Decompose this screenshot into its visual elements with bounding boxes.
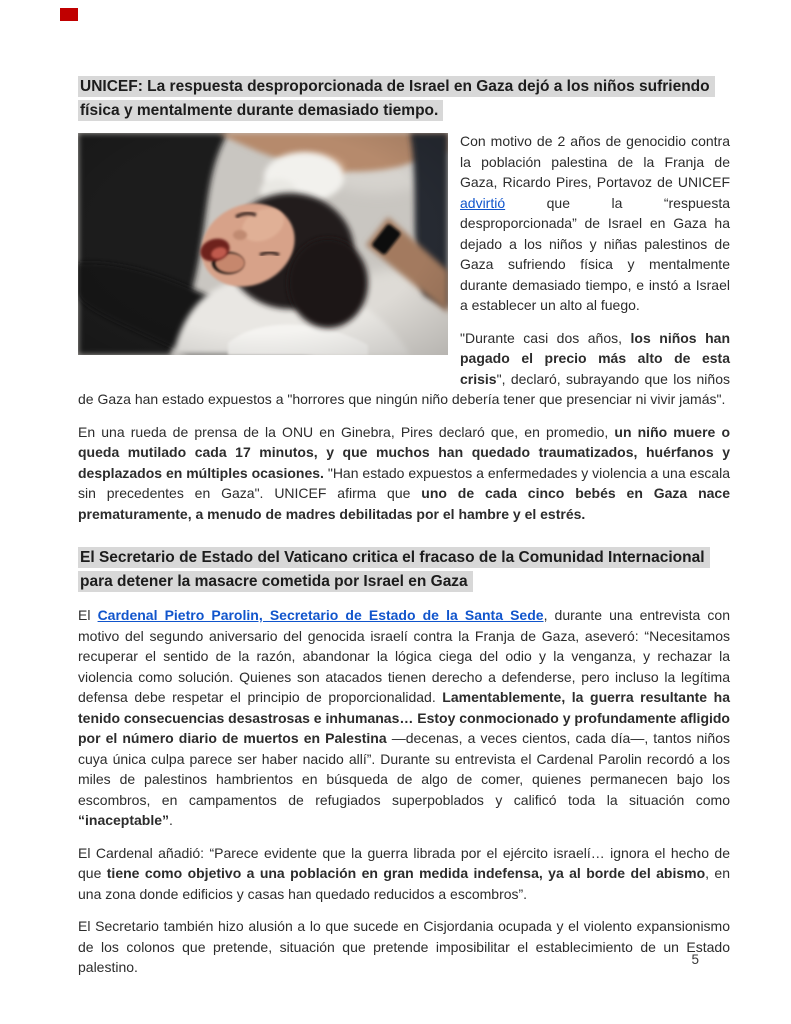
text-link[interactable]: advirtió	[460, 194, 506, 211]
text-run: , durante una entrevista con motivo del segundo aniversario del genocida israelí contra la Franja de Gaza, aseveró: “Necesitamos recuperar el sentido de la razón, abandonar la lógica ciega del odio y la venganza, y rechazar la violencia como solución. Quienes son atacados tienen derecho a defenderse, pero incluso la legítima defensa debe respetar el principio de proporcionalidad.	[78, 607, 730, 705]
heading-unicef	[78, 75, 730, 122]
text-run: que la “respuesta desproporcionada” de Israel en Gaza ha dejado a los niños y niñas palestinos de Gaza sufriendo física y mentalmente durante demasiado tiempo, e instó a Israel a establecer un alto al fuego.	[460, 194, 730, 313]
text-run: los niños han pagado el precio más alto de esta crisis	[460, 329, 730, 387]
page-number: 5	[691, 952, 699, 967]
paragraph-unicef-press	[78, 422, 730, 525]
text-run: —decenas, a veces cientos, cada día—, tantos niños cuya única culpa parece ser haber nacido allí”. Durante su entrevista el Cardenal Parolin recordó a los miles de palestinos hambrientos en búsqueda de algo de comer, quienes permanecen bajo los escombros, en campamentos de refugiados superpoblados y calificó toda la situación como	[78, 730, 730, 808]
paragraph-cisjordania	[78, 916, 730, 978]
text-run: tiene como objetivo a una población en gran medida indefensa, ya al borde del abismo	[106, 865, 706, 881]
heading-unicef-text: UNICEF: La respuesta desproporcionada de Israel en Gaza dejó a los niños sufriendo física y mentalmente durante demasiado tiempo.	[78, 76, 715, 121]
text-run: El Cardenal añadió: “Parece evidente que la guerra librada por el ejército israelí… ignora el hecho de que	[78, 844, 730, 881]
text-run: ", declaró, subrayando que los niños de Gaza han estado expuestos a "horrores que ningún niño debería tener que presenciar ni vivir jamás".	[78, 370, 730, 407]
text-run: Lamentablemente, la guerra resultante ha tenido consecuencias desastrosas e inhumanas… Estoy conmocionado y profundamente afligido por el número diario de muertos en Palestina	[78, 689, 730, 746]
paragraph-parolin-added	[78, 843, 730, 905]
text-run: El	[78, 607, 98, 623]
text-run: un niño muere o queda mutilado cada 17 minutos, y que muchos han quedado traumatizados, huérfanos y desplazados en múltiples ocasiones.	[78, 423, 731, 481]
text-run: En una rueda de prensa de la ONU en Ginebra, Pires declaró que, en promedio,	[78, 423, 615, 440]
text-run: .	[169, 812, 173, 828]
text-run: , en una zona donde edificios y casas han quedado reducidos a escombros”.	[78, 865, 731, 902]
article-photo	[78, 133, 448, 355]
heading-vaticano	[78, 546, 730, 593]
text-run: El Secretario también hizo alusión a lo que sucede en Cisjordania ocupada y el violento expansionismo de los colonos que pretende, situación que pretende imposibilitar el establecimiento de un Estado palestino.	[78, 918, 730, 975]
revision-marker	[60, 8, 78, 21]
photo-illustration	[78, 133, 448, 355]
text-link[interactable]: Cardenal Pietro Parolin, Secretario de Estado de la Santa Sede	[97, 607, 544, 623]
text-run: uno de cada cinco bebés en Gaza nace prematuramente, a menudo de madres debilitadas por el hambre y el estrés.	[78, 485, 730, 522]
paragraph-parolin-interview	[78, 605, 730, 831]
text-run: “inaceptable”	[78, 812, 170, 828]
heading-vaticano-text: El Secretario de Estado del Vaticano critica el fracaso de la Comunidad Internacional para detener la masacre cometida por Israel en Gaza	[78, 547, 710, 592]
text-run: "Han estado expuestos a enfermedades y violencia a una escala sin precedentes en Gaza". UNICEF afirma que	[78, 464, 730, 501]
text-run: "Durante casi dos años,	[460, 329, 631, 346]
text-run: Con motivo de 2 años de genocidio contra la población palestina de la Franja de Gaza, Ricardo Pires, Portavoz de UNICEF	[460, 133, 730, 190]
